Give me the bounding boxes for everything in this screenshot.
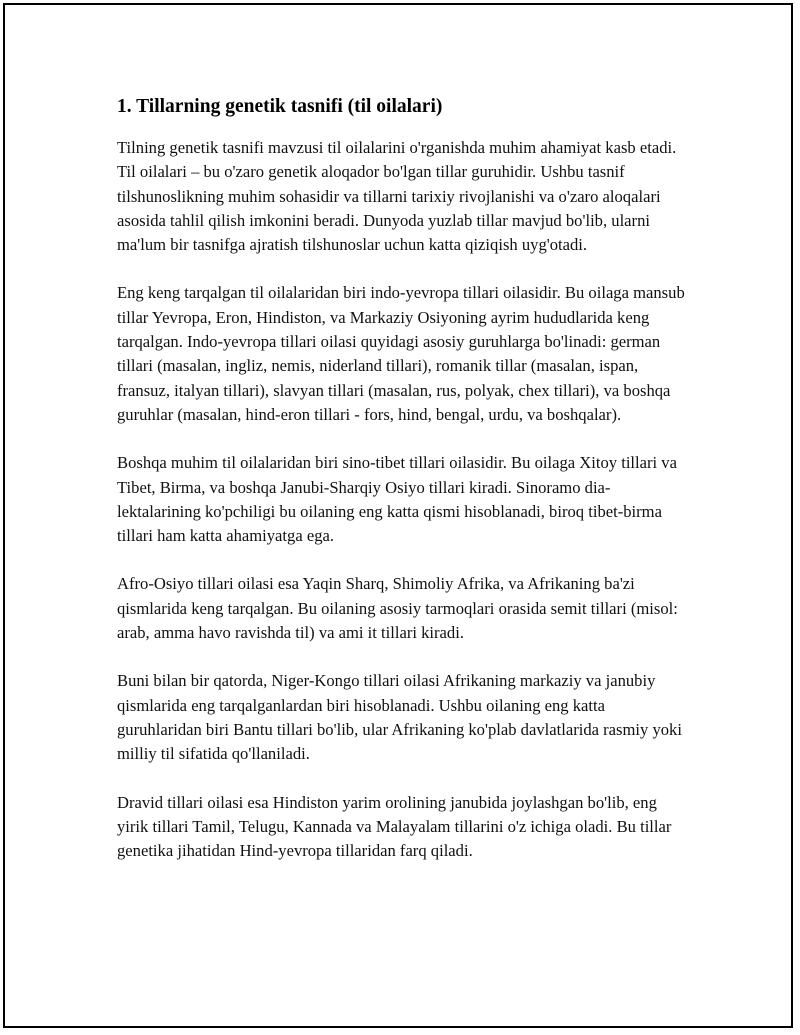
- paragraph-indo-european: Eng keng tarqalgan til oilalaridan biri indo-yevropa tillari oilasidir. Bu oilaga mansub tillar Yevropa, Eron, Hindiston, va Markaziy Osiyoning ayrim hududlarida keng tarqalgan. Indo-yevropa tillari oilasi quyidagi asosiy guruhlarga bo'linadi: german tillari (masalan, ingliz, nemis, niderland tillari), romanik tillar (masalan, ispan, fransuz, italyan tillari), slavyan tillari (masalan, rus, polyak, chex tillari), va boshqa guruhlar (masalan, hind-eron tillari - fors, hind, bengal, urdu, va boshqalar).: [117, 283, 685, 424]
- paragraph-afro-asiatic: Afro-Osiyo tillari oilasi esa Yaqin Sharq, Shimoliy Afrika, va Afrikaning ba'zi qismlarida keng tarqalgan. Bu oilaning asosiy tarmoqlari orasida semit tillari (misol: arab, amma havo ravishda til) va ami it tillari kiradi.: [117, 574, 678, 643]
- paragraph-intro: Tilning genetik tasnifi mavzusi til oilalarini o'rganishda muhim ahamiyat kasb etadi. Til oilalari – bu o'zaro genetik aloqador bo'lgan tillar guruhidir. Ushbu tasnif tilshunoslikning muhim sohasidir va tillarni tarixiy rivojlanishi va o'zaro aloqalari asosida tahlil qilish imkonini beradi. Dunyoda yuzlab tillar mavjud bo'lib, ularni ma'lum bir tasnifga ajratish tilshunoslar uchun katta qiziqish uyg'otadi.: [117, 138, 677, 255]
- paragraph-dravidian: Dravid tillari oilasi esa Hindiston yarim orolining janubida joylashgan bo'lib, eng yirik tillari Tamil, Telugu, Kannada va Malayalam tillarini o'z ichiga oladi. Bu tillar genetika jihatidan Hind-yevropa tillaridan farq qiladi.: [117, 792, 672, 861]
- paragraph-sino-tibetan: Boshqa muhim til oilalaridan biri sino-tibet tillari oilasidir. Bu oilaga Xitoy tillari va Tibet, Birma, va boshqa Janubi-Sharqiy Osiyo tillari kiradi. Sinoramo dia-lektalarining ko'pchiligi bu oilaning eng katta qismi hisoblanadi, biroq tibet-birma tillari ham katta ahamiyatga ega.: [117, 453, 677, 546]
- section-heading: 1. Tillarning genetik tasnifi (til oilalari): [117, 96, 443, 117]
- document-body: [117, 94, 692, 887]
- paragraph-niger-congo: Buni bilan bir qatorda, Niger-Kongo tillari oilasi Afrikaning markaziy va janubiy qismlarida eng tarqalganlardan biri hisoblanadi. Ushbu oilaning eng katta guruhlaridan biri Bantu tillari bo'lib, ular Afrikaning ko'plab davlatlarida rasmiy yoki milliy til sifatida qo'llaniladi.: [117, 671, 682, 764]
